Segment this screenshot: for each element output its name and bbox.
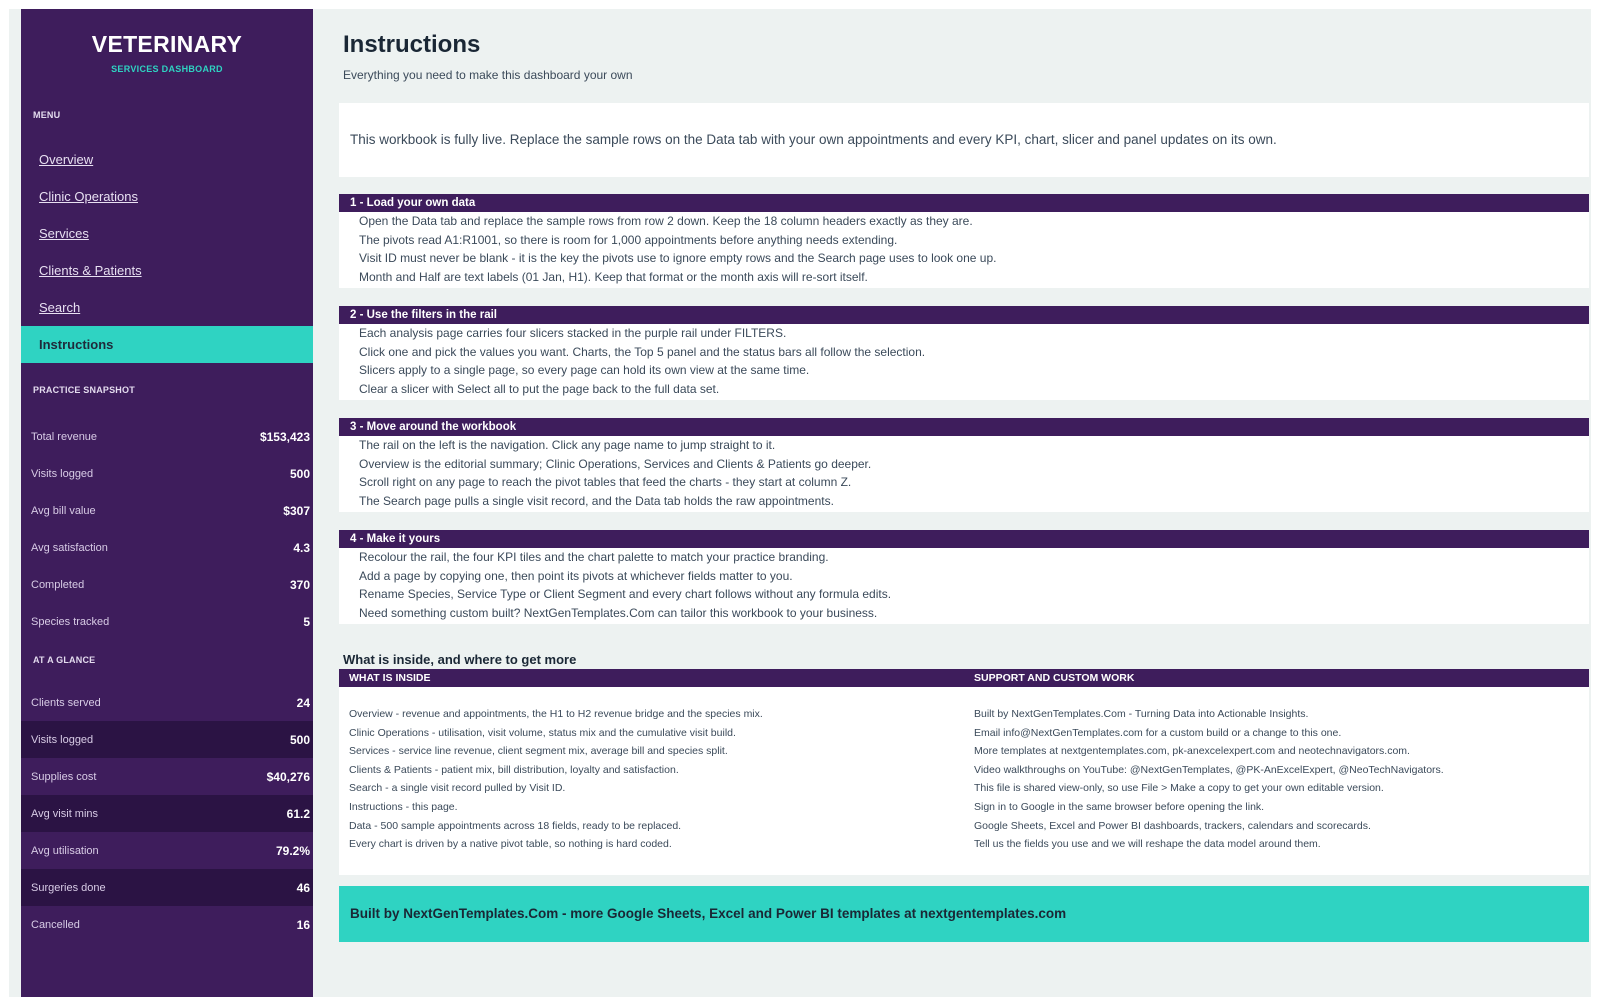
menu-label: MENU [33, 110, 61, 120]
list-item: Built by NextGenTemplates.Com - Turning Data into Actionable Insights. [974, 708, 1309, 720]
glance-row [21, 795, 313, 832]
sidebar-item-clinic-operations[interactable]: Clinic Operations [39, 189, 138, 204]
glance-row [21, 906, 313, 943]
stat-value: 370 [289, 577, 310, 592]
stat-value: 79.2% [275, 843, 310, 858]
list-item: Tell us the fields you use and we will reshape the data model around them. [974, 838, 1321, 851]
sidebar-item-instructions[interactable]: Instructions [21, 326, 313, 363]
list-item: Instructions - this page. [349, 800, 458, 813]
step-body [339, 436, 1589, 512]
page-title: Instructions [343, 31, 481, 58]
brand-title: VETERINARY [91, 31, 243, 57]
brand [21, 9, 313, 93]
stat-value: 24 [296, 695, 310, 710]
glance-row [21, 721, 313, 758]
stat-value: 500 [289, 732, 310, 747]
footer-banner: Built by NextGenTemplates.Com - more Google Sheets, Excel and Power BI templates at nextgentemplates.com [339, 886, 1589, 942]
page-subtitle: Everything you need to make this dashboard your own [343, 68, 633, 82]
stat-value: $40,276 [266, 769, 310, 784]
stat-label: Visits logged [31, 467, 94, 480]
list-item: Email info@NextGenTemplates.com for a custom build or a change to this one. [974, 726, 1342, 739]
step-heading: 4 - Make it yours [339, 530, 1589, 548]
at-a-glance [21, 684, 313, 943]
main-content [323, 9, 1591, 997]
glance-row [21, 869, 313, 906]
list-item: Search - a single visit record pulled by Visit ID. [349, 782, 566, 795]
step-body [339, 212, 1589, 288]
snapshot-row [21, 418, 313, 455]
step-filters [339, 306, 1589, 400]
stat-label: Avg satisfaction [31, 541, 108, 554]
list-item: Sign in to Google in the same browser before opening the link. [974, 800, 1265, 813]
snapshot-row [21, 529, 313, 566]
stat-value: 500 [289, 466, 310, 481]
list-item: Data - 500 sample appointments across 18 fields, ready to be replaced. [349, 819, 682, 832]
stat-label: Completed [31, 578, 85, 591]
sidebar-item-clients-patients[interactable]: Clients & Patients [39, 263, 142, 278]
stat-label: Species tracked [31, 615, 110, 628]
step-body [339, 324, 1589, 400]
list-item: More templates at nextgentemplates.com, pk-anexcelexpert.com and neotechnavigators.com. [974, 745, 1410, 758]
stat-value: 4.3 [293, 540, 310, 555]
step-line: Rename Species, Service Type or Client Segment and every chart follows without any formula edits. [359, 587, 892, 601]
inside-panel-header [339, 669, 1589, 687]
what-is-inside-list [349, 705, 763, 854]
step-line: Add a page by copying one, then point its pivots at whichever fields matter to you. [359, 568, 793, 583]
stat-label: Supplies cost [31, 770, 97, 783]
list-item: This file is shared view-only, so use File > Make a copy to get your own editable version. [974, 782, 1384, 795]
stat-label: Visits logged [31, 733, 94, 746]
snapshot-row [21, 603, 313, 640]
step-navigation [339, 418, 1589, 512]
step-line: Slicers apply to a single page, so every page can hold its own view at the same time. [359, 363, 810, 377]
snapshot-row [21, 492, 313, 529]
list-item: Video walkthroughs on YouTube: @NextGenTemplates, @PK-AnExcelExpert, @NeoTechNavigators. [974, 763, 1444, 776]
sidebar-item-search[interactable]: Search [39, 300, 81, 315]
stat-label: Avg bill value [31, 504, 96, 517]
step-heading: 1 - Load your own data [339, 194, 1589, 212]
step-line: Open the Data tab and replace the sample rows from row 2 down. Keep the 18 column headers exactly as they are. [359, 214, 973, 228]
step-line: The rail on the left is the navigation. Click any page name to jump straight to it. [359, 438, 776, 452]
glance-row [21, 684, 313, 721]
inside-section-title: What is inside, and where to get more [343, 652, 577, 667]
glance-row [21, 832, 313, 869]
step-heading: 2 - Use the filters in the rail [339, 306, 1589, 324]
support-heading: SUPPORT AND CUSTOM WORK [974, 672, 1135, 684]
glance-row [21, 758, 313, 795]
step-line: Month and Half are text labels (01 Jan, H1). Keep that format or the month axis will re-sort itself. [359, 269, 868, 284]
support-list [974, 705, 1444, 854]
what-is-inside-heading: WHAT IS INSIDE [349, 672, 431, 684]
step-load-data [339, 194, 1589, 288]
stat-label: Surgeries done [31, 881, 106, 894]
step-line: Visit ID must never be blank - it is the key the pivots use to ignore empty rows and the Search page uses to look one up. [359, 251, 997, 265]
list-item: Google Sheets, Excel and Power BI dashboards, trackers, calendars and scorecards. [974, 819, 1371, 832]
stat-label: Avg visit mins [31, 807, 99, 820]
step-line: Recolour the rail, the four KPI tiles and the chart palette to match your practice branding. [359, 550, 829, 564]
inside-panel [339, 669, 1589, 875]
list-item: Clinic Operations - utilisation, visit volume, status mix and the cumulative visit build. [349, 726, 736, 739]
stat-value: 61.2 [286, 806, 310, 821]
snapshot-row [21, 455, 313, 492]
step-line: The Search page pulls a single visit record, and the Data tab holds the raw appointments. [359, 493, 834, 508]
stat-label: Total revenue [31, 430, 98, 443]
step-line: The pivots read A1:R1001, so there is room for 1,000 appointments before anything needs extending. [359, 232, 898, 247]
stat-label: Avg utilisation [31, 844, 99, 857]
list-item: Every chart is driven by a native pivot table, so nothing is hard coded. [349, 838, 672, 851]
step-line: Scroll right on any page to reach the pivot tables that feed the charts - they start at column Z. [359, 475, 852, 489]
step-line: Clear a slicer with Select all to put the page back to the full data set. [359, 381, 720, 396]
sidebar-item-overview[interactable]: Overview [39, 152, 94, 167]
sidebar [21, 9, 313, 997]
step-body [339, 548, 1589, 624]
at-a-glance-label: AT A GLANCE [33, 655, 96, 665]
practice-snapshot [21, 418, 313, 640]
stat-value: 16 [296, 917, 310, 932]
step-line: Overview is the editorial summary; Clinic Operations, Services and Clients & Patients go deeper. [359, 456, 872, 471]
intro-panel: This workbook is fully live. Replace the sample rows on the Data tab with your own appointments and every KPI, chart, slicer and panel updates on its own. [339, 103, 1589, 177]
practice-snapshot-label: PRACTICE SNAPSHOT [33, 385, 135, 395]
step-line: Each analysis page carries four slicers stacked in the purple rail under FILTERS. [359, 326, 787, 340]
sidebar-nav [21, 141, 313, 363]
stat-value: $307 [283, 503, 310, 518]
step-line: Need something custom built? NextGenTemplates.Com can tailor this workbook to your business. [359, 605, 878, 620]
stat-value: 46 [296, 880, 310, 895]
list-item: Clients & Patients - patient mix, bill distribution, loyalty and satisfaction. [349, 763, 679, 776]
stat-label: Cancelled [31, 918, 80, 931]
step-line: Click one and pick the values you want. Charts, the Top 5 panel and the status bars all follow the selection. [359, 344, 926, 359]
brand-subtitle: SERVICES DASHBOARD [111, 64, 223, 74]
stat-value: $153,423 [259, 429, 310, 444]
sidebar-item-services[interactable]: Services [39, 226, 89, 241]
snapshot-row [21, 566, 313, 603]
step-heading: 3 - Move around the workbook [339, 418, 1589, 436]
stat-label: Clients served [31, 696, 101, 709]
dashboard-frame [9, 9, 1591, 997]
step-make-it-yours [339, 530, 1589, 624]
list-item: Services - service line revenue, client segment mix, average bill and species split. [349, 745, 728, 758]
list-item: Overview - revenue and appointments, the H1 to H2 revenue bridge and the species mix. [349, 708, 763, 720]
stat-value: 5 [303, 614, 310, 629]
